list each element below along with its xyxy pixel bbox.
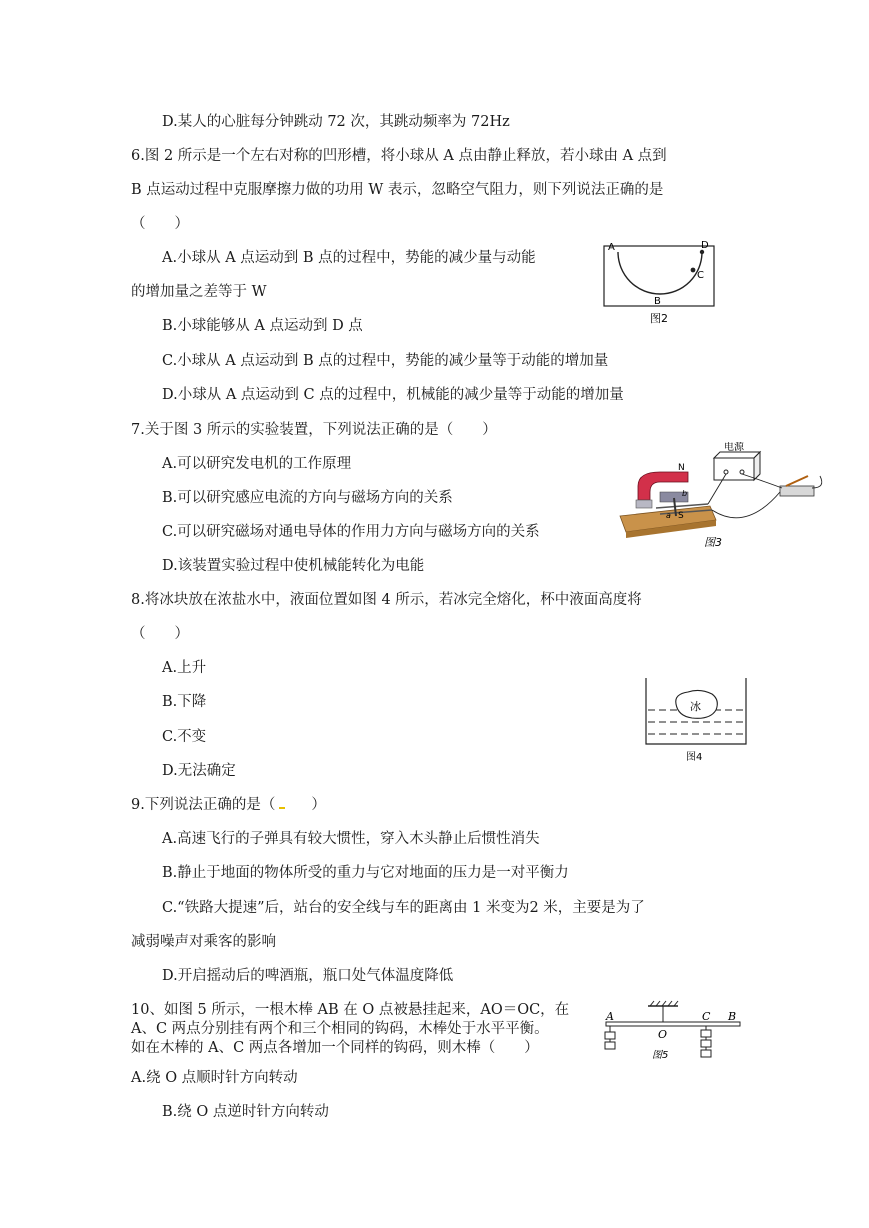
q8-option-a: A.上升	[162, 660, 207, 676]
q6-stem-line1: 6.图 2 所示是一个左右对称的凹形槽，将小球从 A 点由静止释放，若小球由 A 点到	[131, 148, 667, 164]
q9-option-c-line1: C.“铁路大提速”后，站台的安全线与车的距离由 1 米变为2 米，主要是为了	[162, 900, 645, 916]
q6-option-b: B.小球能够从 A 点运动到 D 点	[162, 318, 363, 334]
fig3-label-s: S	[678, 511, 684, 521]
fig5-label-o: O	[658, 1028, 668, 1041]
q7-stem: 7.关于图 3 所示的实验装置，下列说法正确的是（ ）	[131, 422, 497, 438]
fig4-ice-label: 冰	[690, 700, 701, 713]
fig5-label-c: C	[702, 1010, 711, 1023]
q6-option-c: C.小球从 A 点运动到 B 点的过程中，势能的减少量等于动能的增加量	[162, 353, 609, 369]
q6-option-a-line1: A.小球从 A 点运动到 B 点的过程中，势能的减少量与动能	[162, 250, 536, 266]
q9-option-d: D.开启摇动后的啤酒瓶，瓶口处气体温度降低	[162, 968, 454, 984]
q7-option-c: C.可以研究磁场对通电导体的作用力方向与磁场方向的关系	[162, 524, 540, 540]
q6-option-d: D.小球从 A 点运动到 C 点的过程中，机械能的减少量等于动能的增加量	[162, 387, 624, 403]
q7-option-b: B.可以研究感应电流的方向与磁场方向的关系	[162, 490, 453, 506]
q7-option-d: D.该装置实验过程中使机械能转化为电能	[162, 558, 425, 574]
yellow-mark	[279, 807, 285, 809]
q8-option-b: B.下降	[162, 694, 207, 710]
q10-option-a: A.绕 O 点顺时针方向转动	[131, 1070, 298, 1086]
q9-option-a: A.高速飞行的子弹具有较大惯性，穿入木头静止后惯性消失	[162, 831, 540, 847]
fig5-label-b: B	[728, 1010, 737, 1023]
figure-4-beaker	[640, 674, 752, 766]
q10-stem-line3: 如在木棒的 A、C 两点各增加一个同样的钩码，则木棒（ ）	[131, 1040, 539, 1056]
q8-option-d: D.无法确定	[162, 763, 236, 779]
fig2-label-d: D	[701, 240, 709, 251]
fig2-label-b: B	[654, 296, 661, 307]
figure-3-apparatus	[616, 442, 830, 552]
fig3-caption: 图3	[704, 536, 722, 549]
fig3-source-label: 电源	[724, 442, 744, 453]
q9-stem: 9.下列说法正确的是（ ）	[131, 797, 326, 813]
fig2-label-a: A	[608, 242, 615, 253]
q10-stem-line1: 10、如图 5 所示，一根木棒 AB 在 O 点被悬挂起来，AO＝OC，在	[131, 1002, 570, 1018]
fig4-caption: 图4	[686, 752, 703, 763]
q8-stem: 8.将冰块放在浓盐水中，液面位置如图 4 所示，若冰完全熔化，杯中液面高度将	[131, 592, 642, 608]
q7-option-a: A.可以研究发电机的工作原理	[162, 456, 352, 472]
q6-option-a-line2: 的增加量之差等于 W	[131, 284, 267, 300]
q8-option-c: C.不变	[162, 729, 207, 745]
q5-option-d: D.某人的心脏每分钟跳动 72 次，其跳动频率为 72Hz	[162, 114, 510, 130]
fig5-label-a: A	[606, 1010, 614, 1023]
figure-2-groove	[600, 238, 720, 330]
q8-answer-paren: （ ）	[131, 626, 189, 642]
q10-option-b: B.绕 O 点逆时针方向转动	[162, 1104, 329, 1120]
q6-stem-line2: B 点运动过程中克服摩擦力做的功用 W 表示，忽略空气阻力，则下列说法正确的是	[131, 182, 664, 198]
fig2-caption: 图2	[650, 312, 668, 325]
fig5-caption: 图5	[652, 1050, 669, 1061]
q9-option-b: B.静止于地面的物体所受的重力与它对地面的压力是一对平衡力	[162, 865, 569, 881]
fig2-label-c: C	[697, 270, 704, 281]
figure-5-lever	[600, 998, 750, 1064]
fig3-label-b: b	[682, 489, 688, 498]
fig3-label-n: N	[678, 463, 685, 473]
q6-answer-paren: （ ）	[131, 216, 189, 232]
q9-option-c-line2: 减弱噪声对乘客的影响	[131, 934, 276, 950]
fig3-label-a: a	[666, 511, 671, 520]
q10-stem-line2: A、C 两点分别挂有两个和三个相同的钩码，木棒处于水平平衡。	[131, 1021, 549, 1037]
